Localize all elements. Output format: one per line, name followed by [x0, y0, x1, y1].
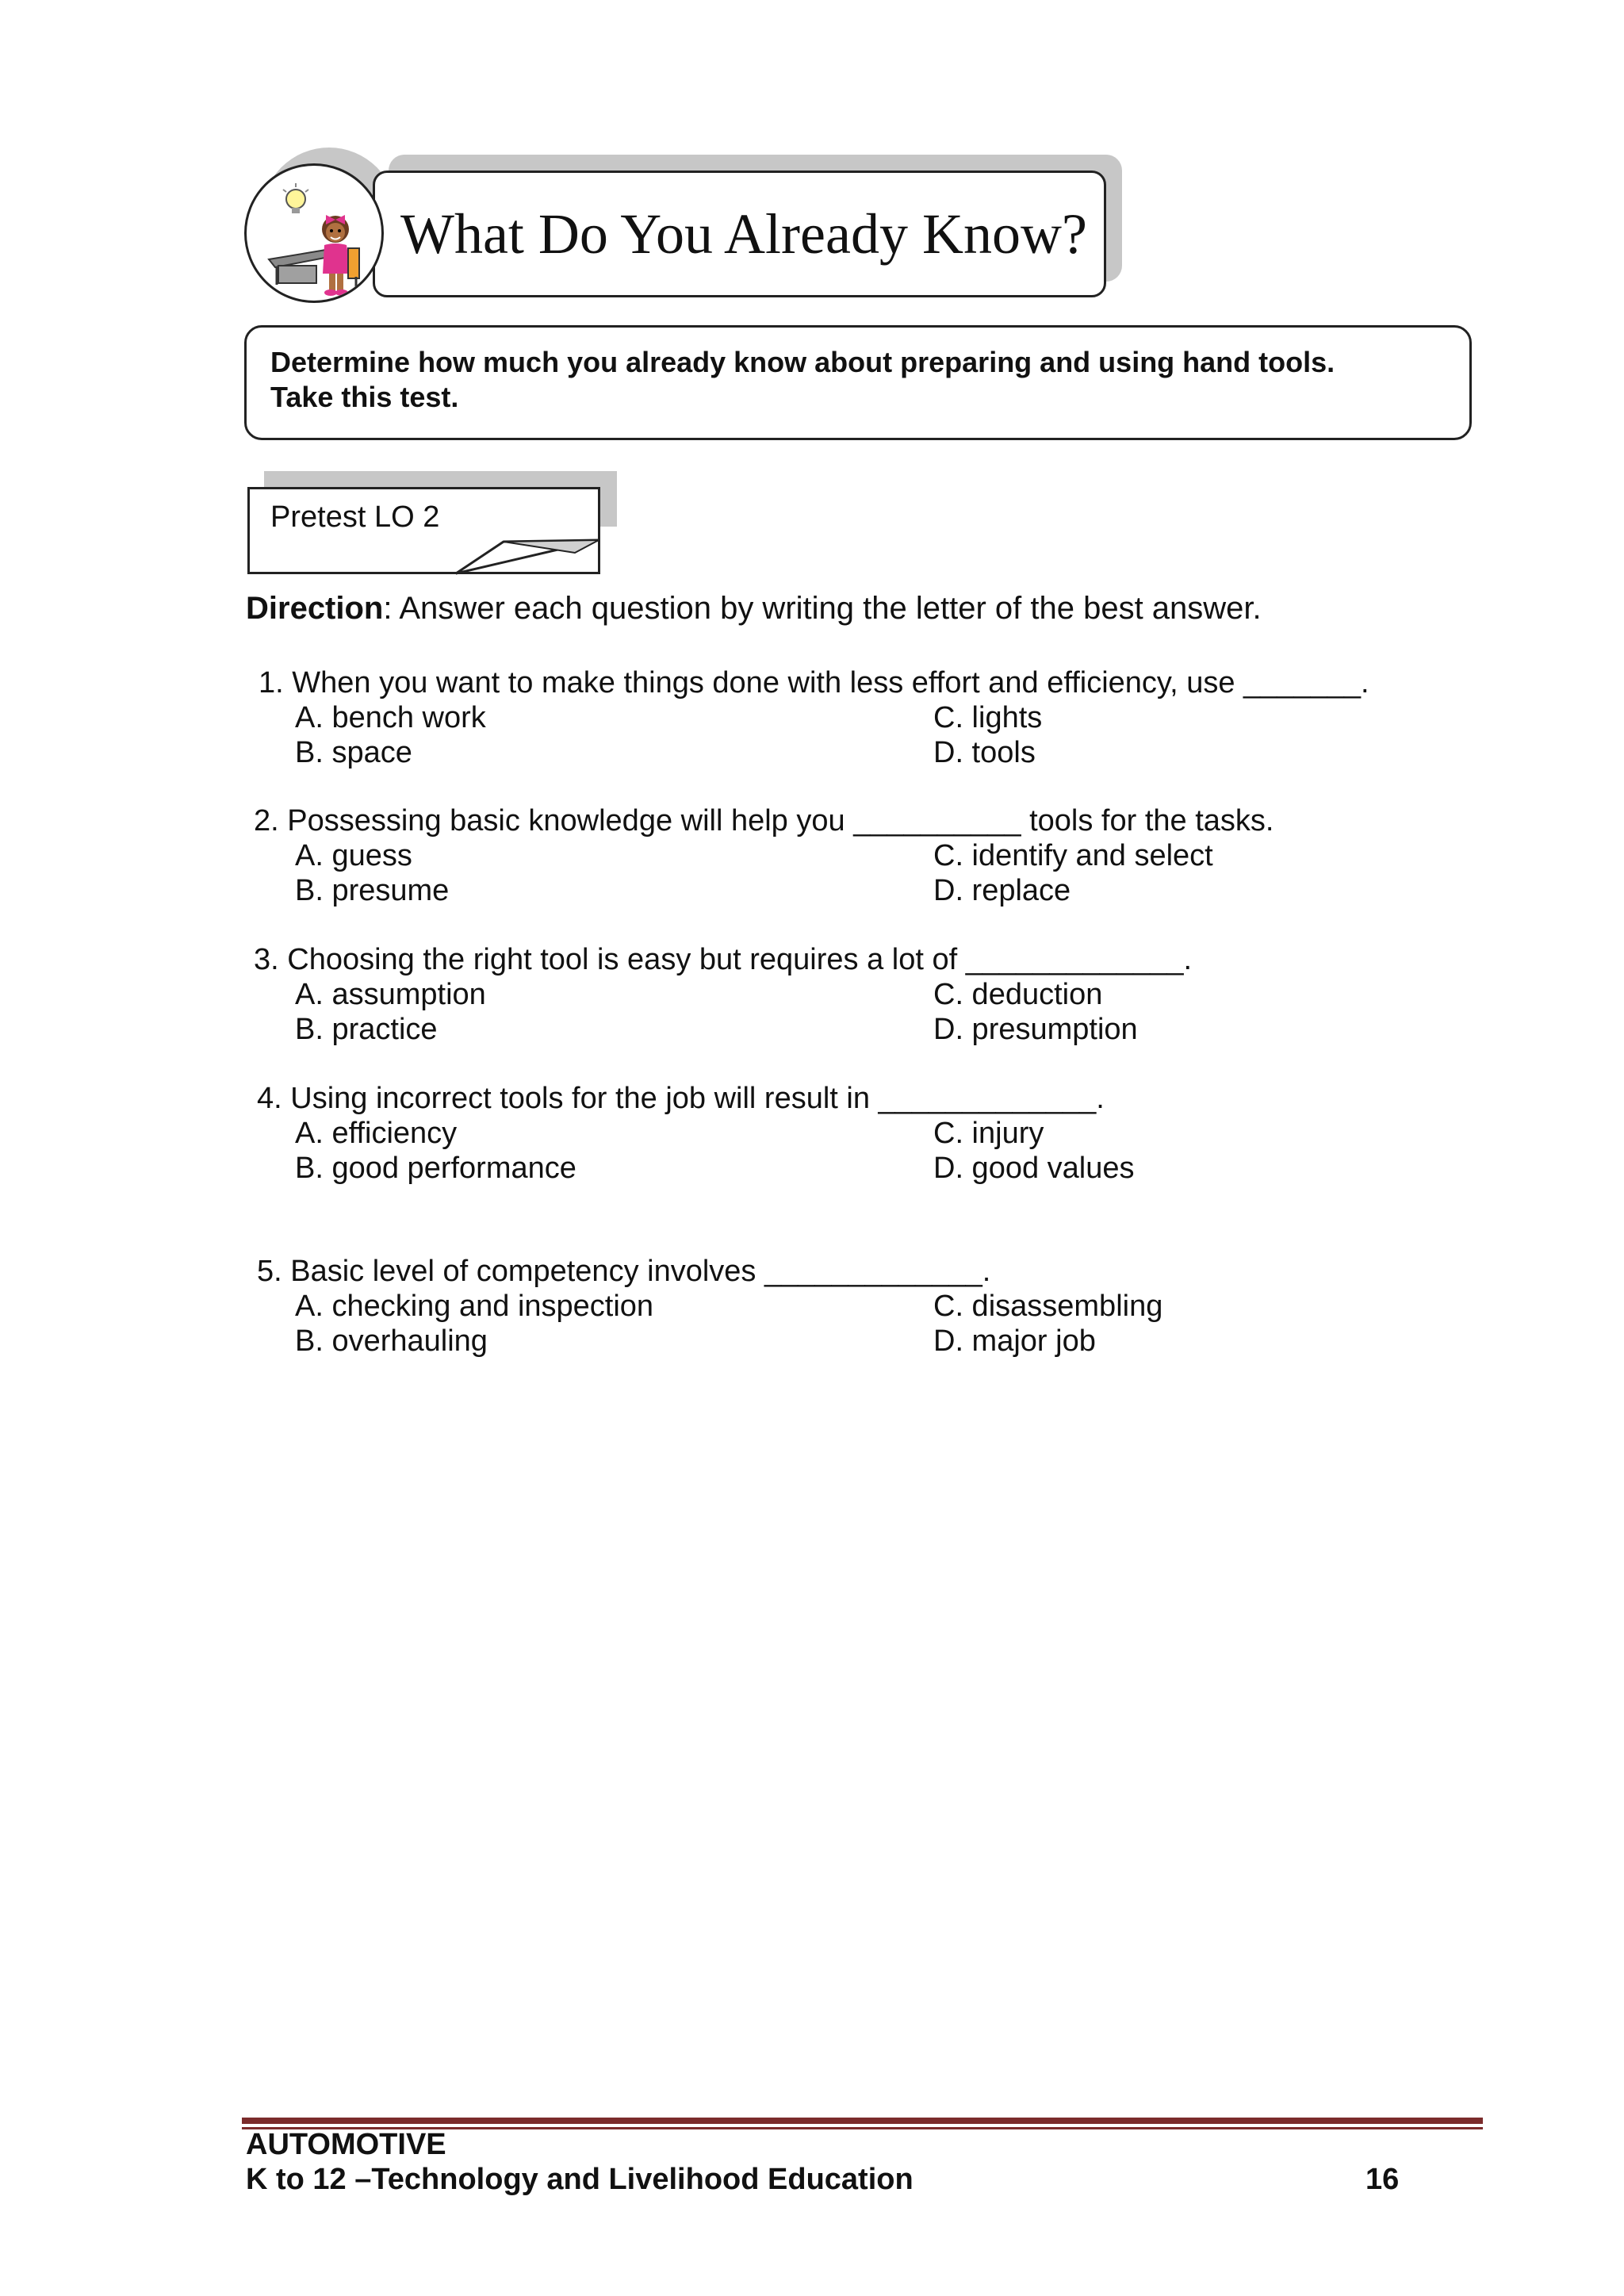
instructions-line-1: Determine how much you already know about preparing and using hand tools. — [270, 346, 1335, 378]
option-a: A. checking and inspection — [295, 1290, 654, 1323]
direction-text — [246, 591, 1262, 627]
option-c: C. identify and select — [933, 839, 1213, 872]
page-title: What Do You Already Know? — [400, 201, 1087, 266]
option-b: B. practice — [295, 1013, 438, 1046]
option-c: C. injury — [933, 1117, 1044, 1150]
question-stem: 3. Choosing the right tool is easy but requires a lot of _____________. — [254, 943, 1193, 976]
option-d: D. tools — [933, 736, 1036, 769]
question-stem: 5. Basic level of competency involves _____________. — [257, 1255, 991, 1288]
option-a: A. bench work — [295, 701, 486, 734]
footer-subject: AUTOMOTIVE — [246, 2128, 446, 2161]
question-stem: 2. Possessing basic knowledge will help you __________ tools for the tasks. — [254, 804, 1274, 838]
option-a: A. assumption — [295, 978, 486, 1011]
direction-label: Direction — [246, 591, 384, 626]
option-c: C. deduction — [933, 978, 1103, 1011]
option-b: B. overhauling — [295, 1324, 488, 1358]
instructions-line-2: Take this test. — [270, 381, 459, 413]
option-b: B. space — [295, 736, 412, 769]
question-stem: 4. Using incorrect tools for the job will result in _____________. — [257, 1082, 1105, 1115]
instructions-box — [244, 325, 1472, 440]
option-a: A. efficiency — [295, 1117, 458, 1150]
banner — [373, 171, 1106, 297]
footer-divider — [242, 2118, 1483, 2124]
question-stem: 1. When you want to make things done with less effort and efficiency, use _______. — [259, 666, 1369, 700]
footer-course: K to 12 –Technology and Livelihood Education — [246, 2163, 914, 2196]
page-number: 16 — [1365, 2163, 1400, 2196]
option-b: B. good performance — [295, 1152, 576, 1185]
option-d: D. major job — [933, 1324, 1096, 1358]
option-b: B. presume — [295, 874, 450, 907]
option-d: D. presumption — [933, 1013, 1138, 1046]
option-a: A. guess — [295, 839, 412, 872]
pretest-label: Pretest LO 2 — [270, 500, 440, 534]
student-illustration — [244, 163, 384, 303]
option-c: C. lights — [933, 701, 1043, 734]
option-d: D. good values — [933, 1152, 1135, 1185]
page-curl-icon — [456, 535, 607, 583]
student-at-desk-icon — [247, 166, 384, 303]
direction-body: : Answer each question by writing the letter of the best answer. — [383, 591, 1262, 626]
option-d: D. replace — [933, 874, 1071, 907]
option-c: C. disassembling — [933, 1290, 1163, 1323]
